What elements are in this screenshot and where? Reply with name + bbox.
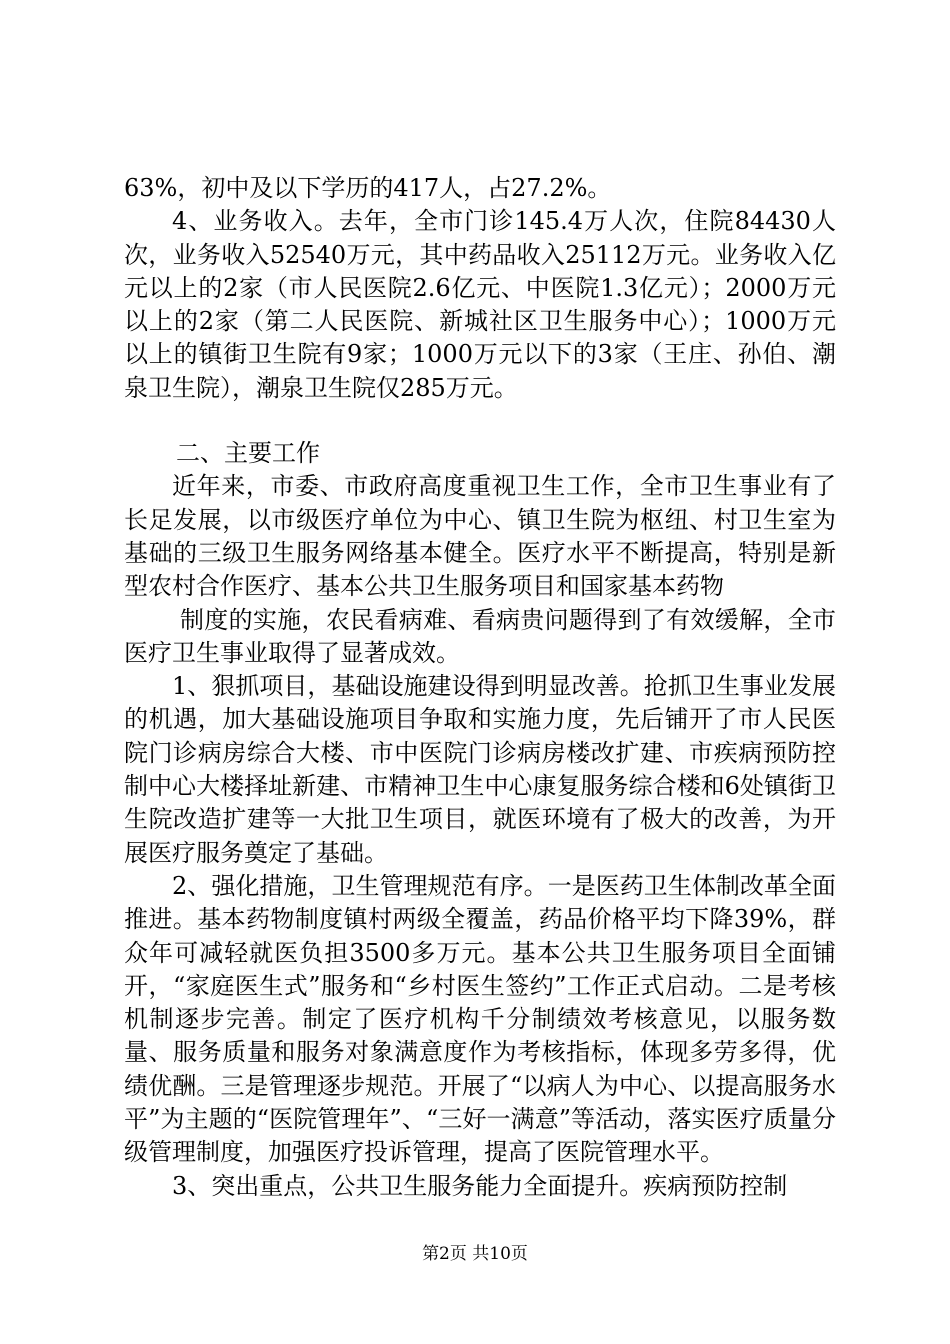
paragraph-overview-continued: 制度的实施，农民看病难、看病贵问题得到了有效缓解，全市医疗卫生事业取得了显著成效。: [124, 605, 836, 667]
paragraph-education-stats: 63%，初中及以下学历的417人，占27.2%。: [124, 174, 612, 202]
document-body: [124, 172, 836, 1203]
paragraph-business-income: 4、业务收入。去年，全市门诊145.4万人次，住院84430人次，业务收入52540万元，其中药品收入25112万元。业务收入亿元以上的2家（市人民医院2.6亿元、中医院1.3亿元）；2000万元以上的2家（第二人民医院、新城社区卫生服务中心）；1000万元以上的镇街卫生院有9家；1000万元以下的3家（王庄、孙伯、潮泉卫生院），潮泉卫生院仅285万元。: [124, 207, 836, 402]
paragraph-overview: 近年来，市委、市政府高度重视卫生工作，全市卫生事业有了长足发展，以市级医疗单位为中心、镇卫生院为枢纽、村卫生室为基础的三级卫生服务网络基本健全。医疗水平不断提高，特别是新型农村合作医疗、基本公共卫生服务项目和国家基本药物: [124, 472, 836, 601]
paragraph-management: 2、强化措施，卫生管理规范有序。一是医药卫生体制改革全面推进。基本药物制度镇村两级全覆盖，药品价格平均下降39%，群众年可减轻就医负担3500多万元。基本公共卫生服务项目全面铺开，“家庭医生式”服务和“乡村医生签约”工作正式启动。二是考核机制逐步完善。制定了医疗机构千分制绩效考核意见，以服务数量、服务质量和服务对象满意度作为考核指标，体现多劳多得，优绩优酬。三是管理逐步规范。开展了“以病人为中心、以提高服务水平”为主题的“医院管理年”、“三好一满意”等活动，落实医疗质量分级管理制度，加强医疗投诉管理，提高了医院管理水平。: [124, 871, 836, 1167]
paragraph-spacer: [124, 405, 836, 437]
paragraph-infrastructure: 1、狠抓项目，基础设施建设得到明显改善。抢抓卫生事业发展的机遇，加大基础设施项目争取和实施力度，先后铺开了市人民医院门诊病房综合大楼、市中医院门诊病房楼改扩建、市疾病预防控制中心大楼择址新建、市精神卫生中心康复服务综合楼和6处镇街卫生院改造扩建等一大批卫生项目，就医环境有了极大的改善，为开展医疗服务奠定了基础。: [124, 672, 836, 867]
page-number-footer: 第2页 共10页: [422, 1244, 528, 1264]
section-heading-main-work: 二、主要工作: [176, 439, 320, 468]
paragraph-public-health: 3、突出重点，公共卫生服务能力全面提升。疾病预防控制: [172, 1171, 788, 1200]
